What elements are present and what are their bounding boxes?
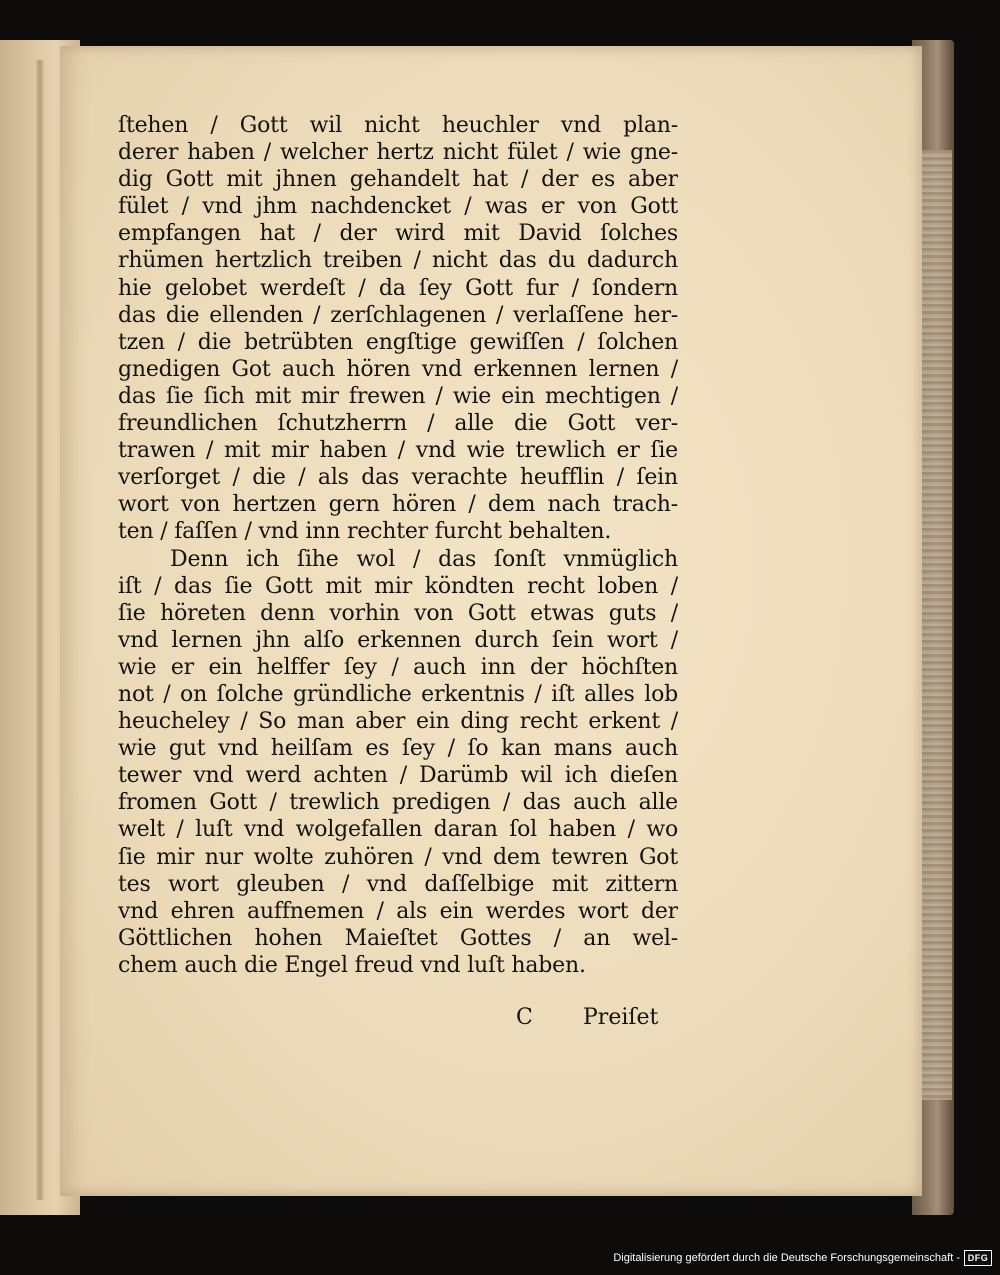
text-line: tes wort gleuben / vnd daſſelbige mit zittern bbox=[118, 871, 678, 897]
text-line: derer haben / welcher hertz nicht fület / wie gne- bbox=[118, 140, 678, 166]
text-line: not / on ſolche gründliche erkentnis / iſt alles lob bbox=[118, 681, 678, 707]
text-line: gnedigen Got auch hören vnd erkennen lernen / bbox=[118, 356, 678, 382]
text-line: hie gelobet werdeſt / da ſey Gott fur / ſondern bbox=[118, 275, 678, 301]
text-line: das die ellenden / zerſchlagenen / verlaſſene her- bbox=[118, 302, 678, 328]
text-line: welt / luſt vnd wolgefallen daran ſol haben / wo bbox=[118, 817, 678, 843]
text-line: dig Gott mit jhnen gehandelt hat / der es aber bbox=[118, 167, 678, 193]
text-line: wie er ein helffer ſey / auch inn der höchſten bbox=[118, 654, 678, 680]
catchword-line bbox=[516, 1004, 666, 1031]
text-line: trawen / mit mir haben / vnd wie trewlich er ſie bbox=[118, 438, 678, 464]
text-line: tewer vnd werd achten / Darümb wil ich dieſen bbox=[118, 763, 678, 789]
credit-text: Digitalisierung gefördert durch die Deutsche Forschungsgemeinschaft - bbox=[613, 1252, 960, 1264]
text-line: fület / vnd jhm nachdencket / was er von Gott bbox=[118, 194, 678, 220]
text-line: vnd ehren auffnemen / als ein werdes wort der bbox=[118, 898, 678, 924]
text-line: chem auch die Engel freud vnd luſt haben. bbox=[118, 952, 586, 978]
text-line: ſtehen / Gott wil nicht heuchler vnd plan- bbox=[118, 113, 678, 138]
digitization-credit bbox=[613, 1250, 992, 1266]
text-line: fromen Gott / trewlich predigen / das auch alle bbox=[118, 790, 678, 816]
text-line: rhümen hertzlich treiben / nicht das du dadurch bbox=[118, 248, 678, 274]
dfg-logo-icon: DFG bbox=[964, 1250, 992, 1266]
text-line: verſorget / die / als das verachte heufflin / ſein bbox=[118, 465, 678, 491]
text-line: ſie mir nur wolte zuhören / vnd dem tewren Got bbox=[118, 844, 678, 870]
text-line: wie gut vnd heilſam es ſey / ſo kan mans auch bbox=[118, 736, 678, 762]
text-line: vnd lernen jhn alſo erkennen durch ſein wort / bbox=[118, 627, 678, 653]
text-line: ſie höreten denn vorhin von Gott etwas guts / bbox=[118, 600, 678, 626]
text-line: heucheley / So man aber ein ding recht erkent / bbox=[118, 709, 678, 735]
page-text bbox=[118, 112, 678, 979]
catchword: Preiſet bbox=[583, 1005, 659, 1030]
text-line: das ſie ſich mit mir frewen / wie ein mechtigen / bbox=[118, 383, 678, 409]
text-line: empfangen hat / der wird mit David ſolches bbox=[118, 221, 678, 247]
text-line: Denn ich ſihe wol / das ſonſt vnmüglich bbox=[170, 546, 678, 572]
signature-mark: C bbox=[516, 1005, 533, 1030]
text-line: freundlichen ſchutzherrn / alle die Gott ver- bbox=[118, 411, 678, 437]
text-line: Göttlichen hohen Maieſtet Gottes / an wel- bbox=[118, 925, 678, 951]
text-line: tzen / die betrübten engſtige gewiſſen / ſolchen bbox=[118, 329, 678, 355]
text-line: wort von hertzen gern hören / dem nach trach- bbox=[118, 492, 678, 518]
text-line: iſt / das ſie Gott mit mir köndten recht loben / bbox=[118, 573, 678, 599]
text-line: ten / faſſen / vnd inn rechter furcht behalten. bbox=[118, 519, 612, 545]
